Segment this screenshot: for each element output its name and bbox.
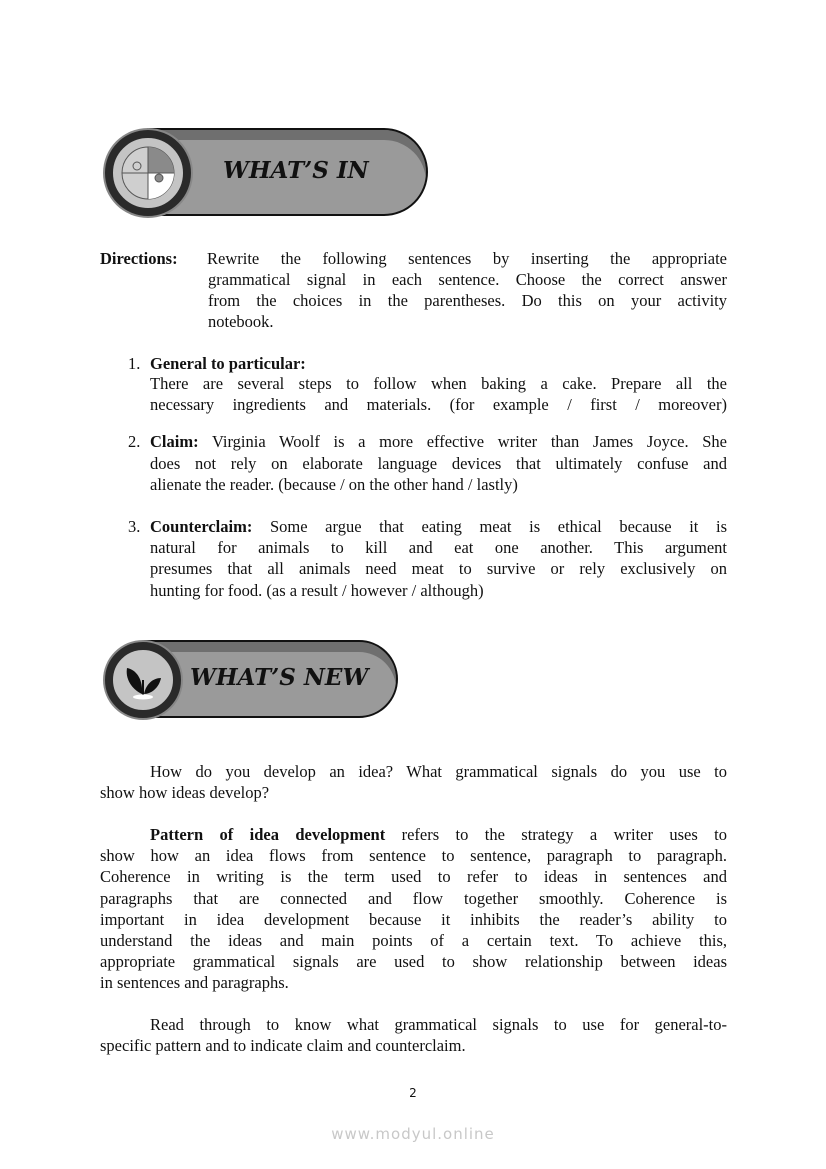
paragraph-line: Coherence in writing is the term used to refer to ideas in sentences and: [100, 867, 727, 886]
paragraph-line: in sentences and paragraphs.: [100, 973, 289, 992]
paragraph-line: paragraphs that are connected and flow together smoothly. Coherence is: [100, 889, 727, 908]
paragraph-line: How do you develop an idea? What grammatical signals do you use to: [150, 762, 727, 781]
whats-in-banner: [103, 128, 428, 216]
paragraph-line: show how ideas develop?: [100, 783, 270, 802]
paragraph-line: Read through to know what grammatical signals to use for general-to-: [150, 1015, 727, 1034]
watermark: www.modyul.online: [331, 1125, 495, 1143]
item-line: presumes that all animals need meat to survive or rely exclusively on: [150, 559, 727, 578]
paragraph-line: show how an idea flows from sentence to sentence, paragraph to paragraph.: [100, 846, 727, 865]
page-number: 2: [409, 1086, 417, 1100]
item-label: General to particular:: [150, 354, 306, 373]
item-line: hunting for food. (as a result / however / although): [150, 581, 484, 600]
puzzle-icon: [105, 130, 191, 216]
item-number: 1.: [128, 354, 141, 373]
directions-line: from the choices in the parentheses. Do this on your activity: [208, 291, 727, 310]
item-line: necessary ingredients and materials. (for example / first / moreover): [150, 395, 727, 414]
paragraph-line: specific pattern and to indicate claim and counterclaim.: [100, 1036, 466, 1055]
directions-label: Directions:: [100, 249, 178, 268]
whats-in-title: WHAT’S IN: [223, 157, 369, 184]
directions-line: grammatical signal in each sentence. Choose the correct answer: [208, 270, 727, 289]
whats-new-banner: [103, 640, 398, 718]
paragraph-line: understand the ideas and main points of a certain text. To achieve this,: [100, 931, 727, 950]
item-number: 3.: [128, 517, 141, 536]
item-line: alienate the reader. (because / on the other hand / lastly): [150, 475, 518, 494]
item-line: There are several steps to follow when baking a cake. Prepare all the: [150, 374, 727, 393]
sprout-icon: [105, 642, 181, 718]
paragraph-line: appropriate grammatical signals are used to show relationship between ideas: [100, 952, 727, 971]
directions-line: notebook.: [208, 312, 274, 331]
paragraph-line: Pattern of idea development refers to the strategy a writer uses to: [150, 825, 728, 844]
item-line: natural for animals to kill and eat one another. This argument: [150, 538, 727, 557]
item-line: Claim: Virginia Woolf is a more effective writer than James Joyce. She: [150, 432, 727, 451]
item-number: 2.: [128, 432, 141, 451]
item-line: Counterclaim: Some argue that eating meat is ethical because it is: [150, 517, 727, 536]
item-line: does not rely on elaborate language devices that ultimately confuse and: [150, 454, 727, 473]
directions-line: Rewrite the following sentences by inserting the appropriate: [207, 249, 727, 268]
whats-new-title: WHAT’S NEW: [190, 664, 369, 691]
paragraph-line: important in idea development because it inhibits the reader’s ability to: [100, 910, 727, 929]
